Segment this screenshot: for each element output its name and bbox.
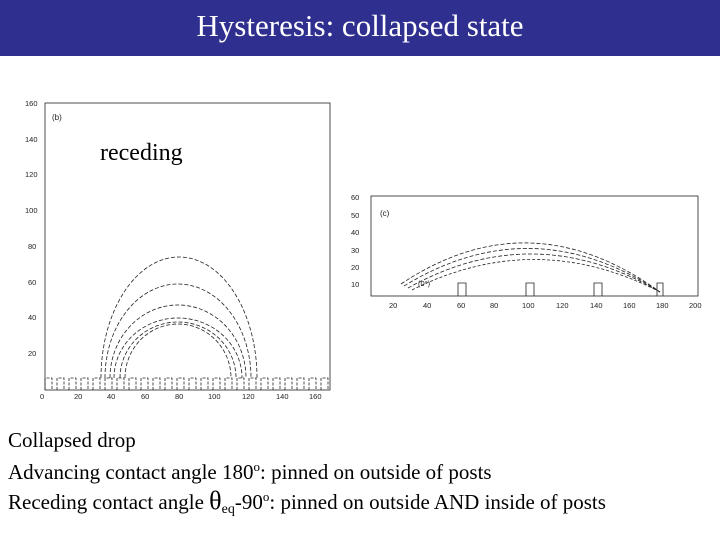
panel-b-xtick-120: 120 — [242, 392, 255, 401]
panel-b-xtick-80: 80 — [175, 392, 184, 401]
caption-line-2 — [8, 459, 492, 485]
panel-b-xtick-100: 100 — [208, 392, 221, 401]
panel-b-y-tick-labels — [25, 99, 38, 358]
panel-c-ytick-40: 40 — [351, 228, 360, 237]
caption-line-3-suffix: : pinned on outside AND inside of posts — [269, 490, 606, 514]
panel-b-xtick-20: 20 — [74, 392, 83, 401]
panel-b — [25, 99, 330, 401]
panel-c-xtick-40: 40 — [423, 301, 432, 310]
panel-b-frame — [45, 103, 330, 390]
panel-c-ytick-10: 10 — [351, 280, 360, 289]
panel-c-post-3 — [594, 283, 602, 296]
panel-b-ytick-140: 140 — [25, 135, 38, 144]
panel-b-profile-3 — [110, 305, 246, 378]
panel-b-xtick-140: 140 — [276, 392, 289, 401]
panel-c-x-tick-labels — [389, 301, 702, 310]
panel-b-ytick-160: 160 — [25, 99, 38, 108]
panel-c-post-4 — [657, 283, 663, 296]
panel-b-xtick-160: 160 — [309, 392, 322, 401]
receding-label: receding — [100, 140, 183, 166]
slide-title: Hysteresis: collapsed state — [196, 8, 524, 43]
panel-c-ytick-20: 20 — [351, 263, 360, 272]
panel-b-ytick-120: 120 — [25, 170, 38, 179]
panel-b-profile-4 — [114, 318, 242, 378]
panel-b-ytick-100: 100 — [25, 206, 38, 215]
panel-b-ytick-20: 20 — [28, 349, 37, 358]
caption-line-3-prefix: Receding contact angle — [8, 490, 210, 514]
panel-c-post-1 — [458, 283, 466, 296]
panel-c-xtick-80: 80 — [490, 301, 499, 310]
panel-b-xtick-60: 60 — [141, 392, 150, 401]
panel-b-profile-5 — [120, 322, 236, 378]
panel-c-ytick-60: 60 — [351, 193, 360, 202]
panel-b-posts — [45, 378, 328, 390]
panel-b-profile-6 — [125, 324, 231, 378]
theta-subscript: eq — [221, 502, 235, 517]
panel-b-ytick-60: 60 — [28, 278, 37, 287]
panel-b-xtick-0: 0 — [40, 392, 45, 401]
caption-line-3-mid: -90 — [234, 490, 263, 514]
panel-c-profile-1 — [401, 243, 660, 292]
panel-c-ytick-50: 50 — [351, 211, 360, 220]
panel-c-label: (c) — [380, 209, 390, 218]
panel-c-xtick-20: 20 — [389, 301, 398, 310]
panel-b-xtick-40: 40 — [107, 392, 116, 401]
panel-c-profile-4 — [412, 259, 660, 292]
caption-line-2-suffix: : pinned on outside of posts — [260, 460, 492, 484]
panel-c-xtick-140: 140 — [590, 301, 603, 310]
panel-c-xtick-60: 60 — [457, 301, 466, 310]
caption-line-1-text: Collapsed drop — [8, 428, 136, 452]
panel-b-x-tick-labels — [40, 392, 322, 401]
panel-c — [351, 193, 702, 310]
panel-c-xtick-180: 180 — [656, 301, 669, 310]
panel-c-xtick-160: 160 — [623, 301, 636, 310]
panel-c-xtick-120: 120 — [556, 301, 569, 310]
panel-c-y-tick-labels — [351, 193, 359, 289]
degree-sup-1: o — [253, 459, 260, 474]
panel-c-post-2 — [526, 283, 534, 296]
panel-b-label: (b) — [52, 113, 62, 122]
panel-c-ytick-30: 30 — [351, 246, 360, 255]
caption-line-1 — [8, 428, 136, 453]
panel-c-xtick-100: 100 — [522, 301, 535, 310]
degree-sup-2: o — [262, 489, 270, 504]
caption-line-2-prefix: Advancing contact angle 180 — [8, 460, 254, 484]
panel-c-profile-2 — [404, 248, 660, 292]
panel-b-ytick-80: 80 — [28, 242, 37, 251]
theta-symbol: θ — [209, 486, 222, 515]
panel-b-ytick-40: 40 — [28, 313, 37, 322]
panel-b-drop-profiles — [101, 257, 257, 378]
panel-c-angle-label: (0°) — [418, 279, 431, 288]
panel-c-xtick-200: 200 — [689, 301, 702, 310]
panel-c-drop-profiles — [401, 243, 660, 292]
caption-line-3 — [8, 486, 606, 518]
panel-c-posts — [458, 283, 663, 296]
